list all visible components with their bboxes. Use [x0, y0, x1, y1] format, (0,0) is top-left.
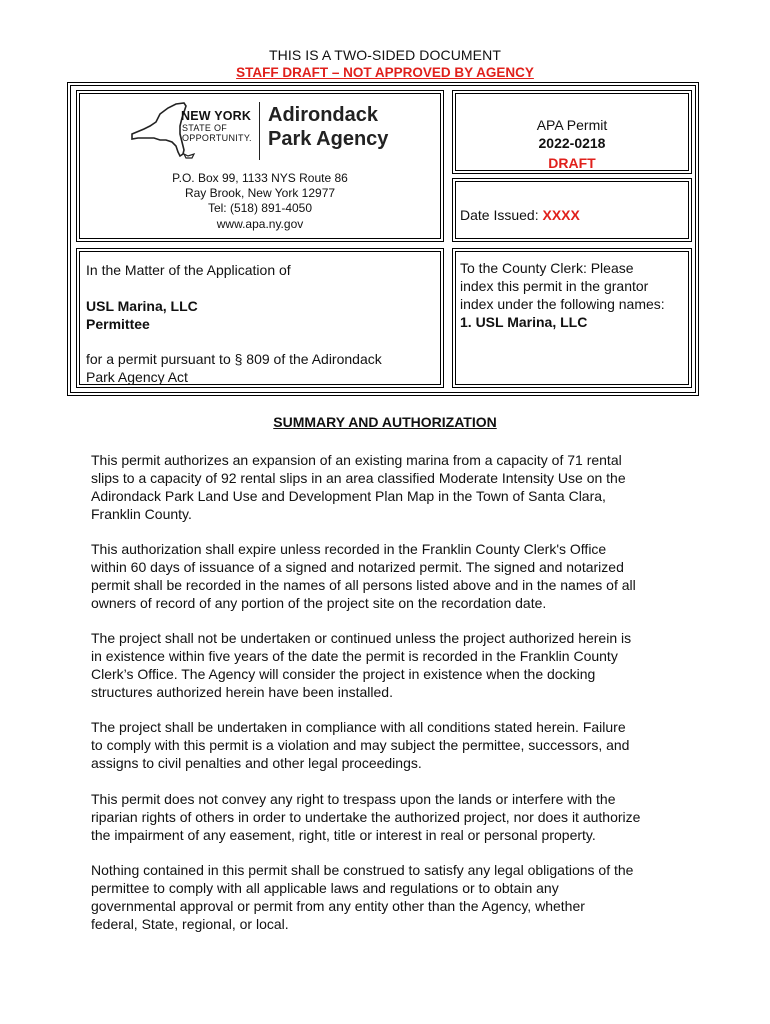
summary-paragraph-3: [91, 629, 691, 701]
p3-line: structures authorized herein have been installed.: [91, 684, 393, 700]
permit-info: [456, 116, 688, 172]
ny-tagline: [182, 123, 252, 143]
p5-line: riparian rights of others in order to undertake the authorized project, nor does it authorize: [91, 809, 641, 825]
p6-line: governmental approval or permit from any entity other than the Agency, whether: [91, 898, 585, 914]
summary-title: SUMMARY AND AUTHORIZATION: [273, 414, 497, 430]
p2-line: within 60 days of issuance of a signed and notarized permit. The signed and notarized: [91, 559, 624, 575]
p4-line: The project shall be undertaken in compliance with all conditions stated herein. Failure: [91, 719, 626, 735]
permit-number: 2022-0218: [538, 135, 606, 151]
grantor-name-1: 1. USL Marina, LLC: [460, 314, 588, 330]
p2-line: owners of record of any portion of the project site on the recordation date.: [91, 595, 547, 611]
ny-tagline-line2: OPPORTUNITY.: [182, 133, 252, 143]
agency-name-line1: Adirondack: [268, 104, 379, 126]
matter-purpose-line2: Park Agency Act: [86, 369, 188, 385]
staff-draft-notice: STAFF DRAFT – NOT APPROVED BY AGENCY: [236, 65, 534, 80]
ny-wordmark: NEW YORK: [181, 109, 252, 123]
p3-line: The project shall not be undertaken or continued unless the project authorized herein is: [91, 630, 632, 646]
clerk-line-1: To the County Clerk: Please: [460, 260, 634, 276]
agency-name-line2: Park Agency: [268, 128, 389, 150]
phone-number: Tel: (518) 891-4050: [207, 201, 313, 215]
p6-line: permittee to comply with all applicable laws and regulations or to obtain any: [91, 880, 559, 896]
date-issued-label: Date Issued:: [460, 207, 543, 223]
county-clerk-instructions: [460, 259, 690, 331]
summary-paragraph-4: [91, 718, 691, 772]
p1-line: Franklin County.: [91, 506, 192, 522]
permit-label: APA Permit: [536, 117, 608, 133]
draft-status: DRAFT: [548, 155, 596, 171]
clerk-line-3: index under the following names:: [460, 296, 665, 312]
p2-line: permit shall be recorded in the names of all persons listed above and in the names of all: [91, 577, 636, 593]
p6-line: Nothing contained in this permit shall be construed to satisfy any legal obligations of the: [91, 862, 634, 878]
p5-line: This permit does not convey any right to trespass upon the lands or interfere with the: [91, 791, 616, 807]
p3-line: Clerk’s Office. The Agency will consider the project in existence when the docking: [91, 666, 596, 682]
logo-divider: [259, 102, 260, 160]
applicant-name: USL Marina, LLC: [86, 298, 198, 314]
matter-intro: In the Matter of the Application of: [86, 262, 291, 278]
p1-line: This permit authorizes an expansion of an existing marina from a capacity of 71 rental: [91, 452, 622, 468]
p6-line: federal, State, regional, or local.: [91, 916, 289, 932]
address-line-2: Ray Brook, New York 12977: [184, 186, 336, 200]
ny-tagline-line1: STATE OF: [182, 123, 228, 133]
summary-paragraph-6: [91, 861, 691, 933]
summary-paragraph-5: [91, 790, 691, 844]
p1-line: Adirondack Park Land Use and Development Plan Map in the Town of Santa Clara,: [91, 488, 606, 504]
clerk-line-2: index this permit in the grantor: [460, 278, 649, 294]
address-line-1: P.O. Box 99, 1133 NYS Route 86: [172, 171, 348, 185]
applicant-role: Permittee: [86, 316, 150, 332]
date-issued: [460, 207, 580, 223]
summary-paragraph-1: [91, 451, 691, 523]
website-link[interactable]: www.apa.ny.gov: [216, 217, 304, 231]
p4-line: assigns to civil penalties and other legal proceedings.: [91, 755, 422, 771]
p5-line: the impairment of any easement, right, title or interest in real or personal property.: [91, 827, 596, 843]
summary-paragraph-2: [91, 540, 691, 612]
two-sided-notice: THIS IS A TWO-SIDED DOCUMENT: [268, 47, 501, 63]
matter-purpose-line1: for a permit pursuant to § 809 of the Adirondack: [86, 351, 382, 367]
date-issued-value: XXXX: [542, 207, 580, 223]
p4-line: to comply with this permit is a violation and may subject the permittee, successors, and: [91, 737, 630, 753]
p1-line: slips to a capacity of 92 rental slips in an area classified Moderate Intensity Use on the: [91, 470, 626, 486]
agency-logo-name: [268, 103, 388, 151]
p2-line: This authorization shall expire unless recorded in the Franklin County Clerk's Office: [91, 541, 607, 557]
p3-line: in existence within five years of the date the permit is recorded in the Franklin County: [91, 648, 618, 664]
